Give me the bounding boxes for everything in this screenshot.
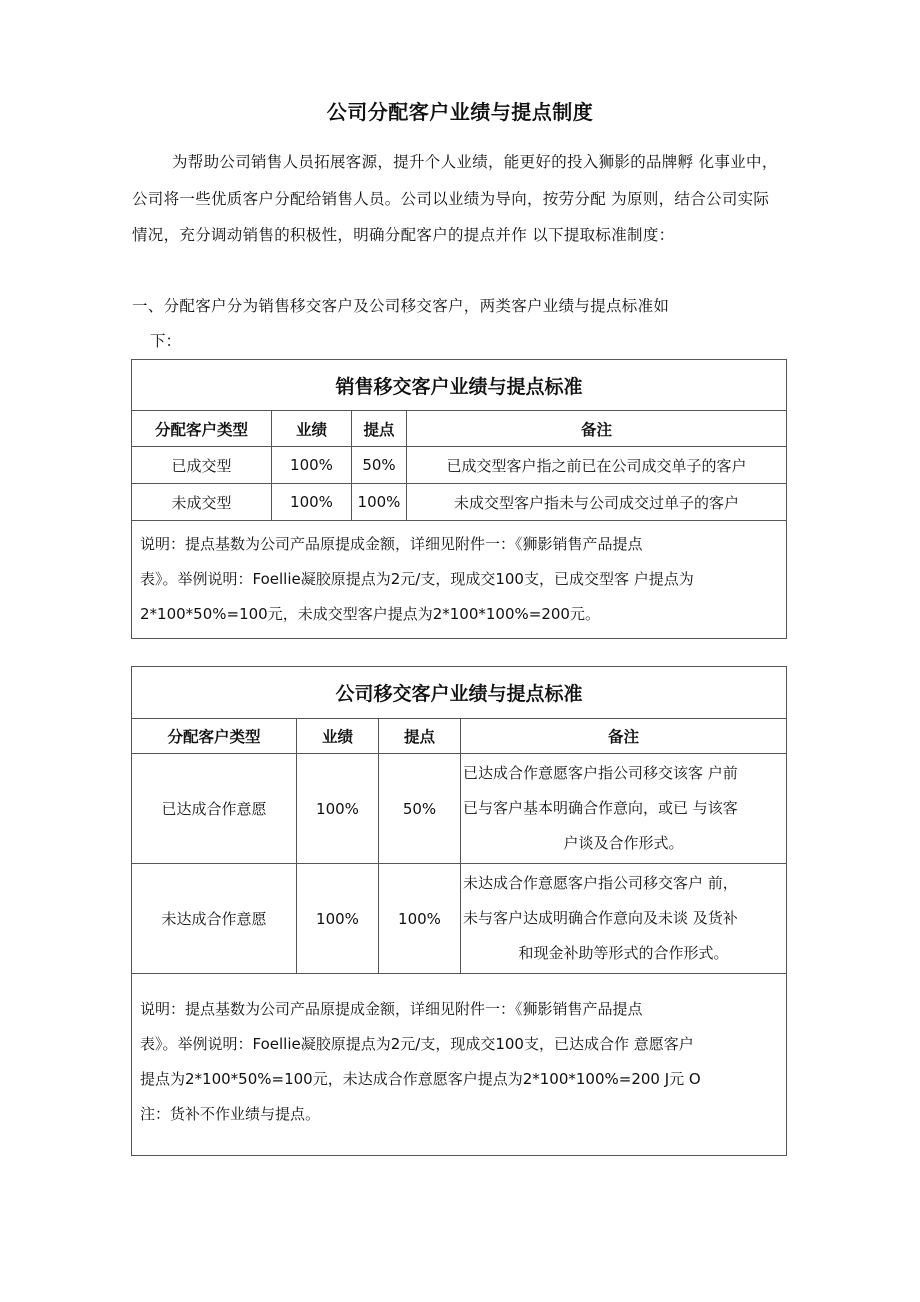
cell-performance: 100% (272, 484, 352, 521)
header-customer-type: 分配客户类型 (132, 719, 297, 754)
remark-line: 未达成合作意愿客户指公司移交客户 前， (463, 874, 738, 892)
cell-customer-type: 已成交型 (132, 447, 272, 484)
table-row (132, 447, 787, 484)
header-performance: 业绩 (272, 411, 352, 447)
remark-line: 已与客户基本明确合作意向，或已 与该客 (463, 799, 738, 817)
cell-remark: 已成交型客户指之前已在公司成交单子的客户 (407, 447, 787, 484)
note-line: 注：货补不作业绩与提点。 (140, 1105, 321, 1123)
cell-remark (461, 754, 787, 864)
cell-commission: 100% (379, 864, 461, 974)
sales-transfer-table (131, 359, 787, 639)
cell-performance: 100% (297, 864, 379, 974)
note-line: 表》。举例说明：Foellie凝胶原提点为2元/支，现成交100支，已成交型客 户提点为 (140, 570, 694, 588)
note-line: 提点为2*100*50%=100元，未达成合作意愿客户提点为2*100*100%=200 J元 O (140, 1070, 701, 1088)
header-remark: 备注 (407, 411, 787, 447)
note-line: 表》。举例说明：Foellie凝胶原提点为2元/支，现成交100支，已达成合作 意愿客户 (140, 1035, 694, 1053)
cell-customer-type: 已达成合作意愿 (132, 754, 297, 864)
header-commission: 提点 (352, 411, 407, 447)
page-title: 公司分配客户业绩与提点制度 (326, 100, 594, 124)
cell-commission: 100% (352, 484, 407, 521)
header-performance: 业绩 (297, 719, 379, 754)
cell-remark (461, 864, 787, 974)
table-caption: 销售移交客户业绩与提点标准 (132, 360, 787, 411)
cell-commission: 50% (379, 754, 461, 864)
remark-line: 未与客户达成明确合作意向及未谈 及货补 (463, 909, 738, 927)
table-row (132, 754, 787, 864)
table-note (132, 974, 787, 1156)
cell-commission: 50% (352, 447, 407, 484)
cell-remark: 未成交型客户指未与公司成交过单子的客户 (407, 484, 787, 521)
table-row (132, 864, 787, 974)
remark-line: 户谈及合作形式。 (563, 834, 684, 852)
cell-customer-type: 未达成合作意愿 (132, 864, 297, 974)
header-remark: 备注 (461, 719, 787, 754)
intro-paragraph: 为帮助公司销售人员拓展客源，提升个人业绩，能更好的投入狮影的品牌孵 化事业中，公司将一些优质客户分配给销售人员。公司以业绩为导向，按劳分配 为原则，结合公司实际情况，充分调动销售的积极性，明确分配客户的提点并作 以下提取标准制度： (132, 153, 778, 244)
header-commission: 提点 (379, 719, 461, 754)
table-row (132, 484, 787, 521)
note-line: 说明：提点基数为公司产品原提成金额，详细见附件一：《狮影销售产品提点 (140, 1000, 643, 1018)
table-note (132, 521, 787, 639)
note-line: 2*100*50%=100元，未成交型客户提点为2*100*100%=200元。 (140, 605, 600, 623)
remark-line: 已达成合作意愿客户指公司移交该客 户前 (463, 764, 738, 782)
cell-customer-type: 未成交型 (132, 484, 272, 521)
cell-performance: 100% (272, 447, 352, 484)
note-line: 说明：提点基数为公司产品原提成金额，详细见附件一：《狮影销售产品提点 (140, 535, 643, 553)
remark-line: 和现金补助等形式的合作形式。 (518, 944, 729, 962)
section-one-heading: 一、分配客户分为销售移交客户及公司移交客户，两类客户业绩与提点标准如 (132, 297, 670, 315)
cell-performance: 100% (297, 754, 379, 864)
header-customer-type: 分配客户类型 (132, 411, 272, 447)
section-one-heading-tail: 下： (150, 332, 182, 350)
table-caption: 公司移交客户业绩与提点标准 (132, 667, 787, 719)
company-transfer-table (131, 666, 787, 1156)
